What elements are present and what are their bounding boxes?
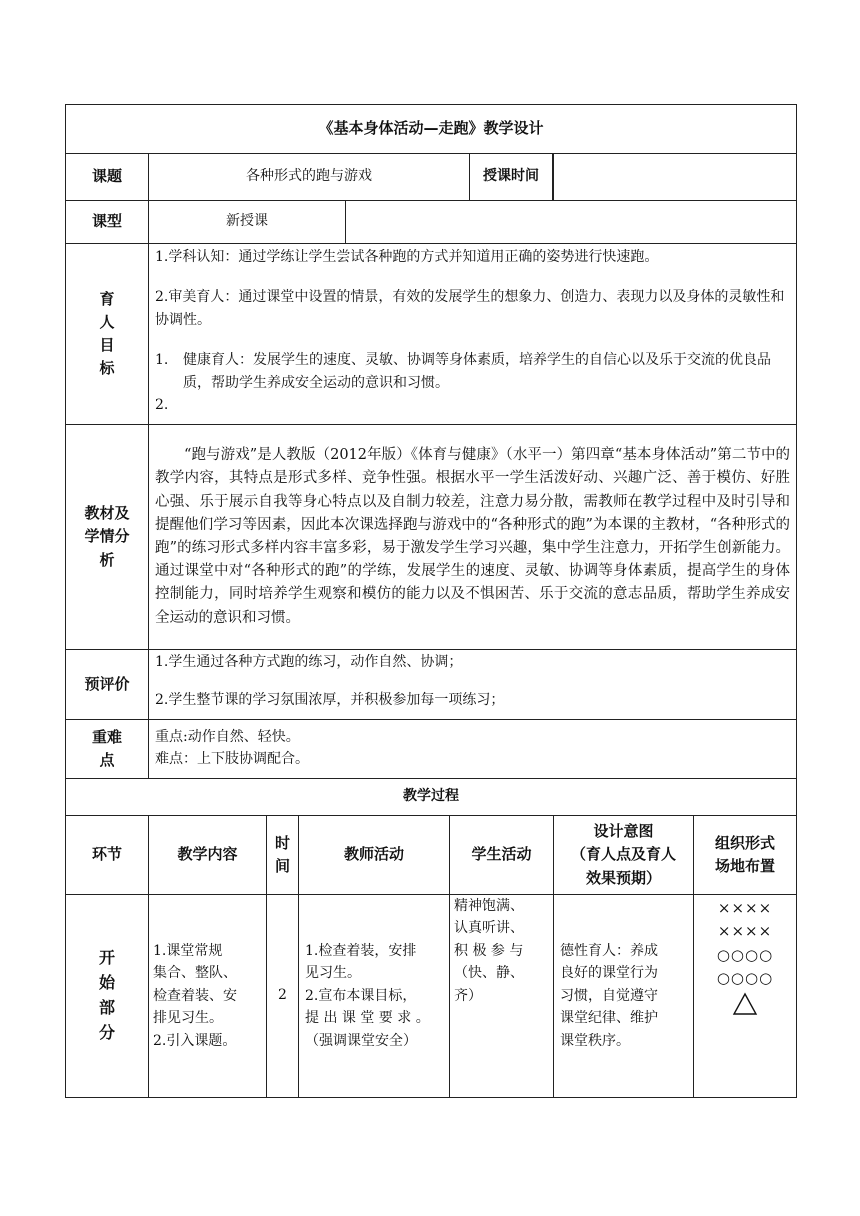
goal-item: 2. [155,396,169,413]
evaluation-item: 2.学生整节课的学习氛围浓厚，并积极参加每一项练习； [155,691,505,708]
evaluation-label: 预评价 [66,650,149,720]
formation-row: ×××× [717,922,773,941]
goal-item: 1. 健康育人：发展学生的速度、灵敏、协调等身体素质，培养学生的自信心以及乐于交流的优良品质，帮助学生养成安全运动的意识和习惯。 [155,352,771,391]
analysis-text: “跑与游戏”是人教版（2012年版）《体育与健康》（水平一）第四章“基本身体活动”第二节中的教学内容，其特点是形式多样、竞争性强。根据水平一学生活泼好动、兴趣广泛、善于模仿、好胜心强、乐于展示自我等身心特点以及自制力较差，注意力易分散，需教师在教学过程中及时引导和提醒他们学习等因素，因此本次课选择跑与游戏中的“各种形式的跑”为本课的主教材，“各种形式的跑”的练习形式多样内容丰富多彩，易于激发学生学习兴趣，集中学生注意力，开拓学生创新能力。通过课堂中对“各种形式的跑”的学练，发展学生的速度、灵敏、协调等身体素质，提高学生的身体控制能力，同时培养学生观察和模仿的能力以及不惧困苦、乐于交流的意志品质，帮助学生养成安全运动的意识和习惯。 [149,425,797,650]
content-cell: 1.课堂常规 集合、整队、 检查着装、安 排见习生。 2.引入课题。 [149,895,267,1098]
col-stage: 环节 [66,816,149,895]
formation-row: ○○○○ [716,968,774,987]
goal-item: 2.审美育人：通过课堂中设置的情景，有效的发展学生的想象力、创造力、表现力以及身体的灵敏性和协调性。 [155,289,785,328]
time-label: 授课时间 [470,154,553,200]
col-content: 教学内容 [149,816,267,895]
teacher-cell: 1.检查着装，安排 见习生。 2.宣布本课目标， 提 出 课 堂 要 求 。 （强调课堂安全） [299,895,450,1098]
analysis-label: 教材及 学情分 析 [66,425,149,650]
process-heading: 教学过程 [66,779,797,816]
goal-item: 1.学科认知：通过学练让学生尝试各种跑的方式并知道用正确的姿势进行快速跑。 [155,249,659,265]
stage-start: 开 始 部 分 [66,895,149,1098]
time-value [554,154,797,201]
intent-cell: 德性育人：养成 良好的课堂行为 习惯，自觉遵守 课堂纪律、维护 课堂秩序。 [554,895,694,1098]
time-cell: 2 [267,895,299,1098]
key-point-item: 难点：上下肢协调配合。 [155,751,309,767]
triangle-icon [732,992,758,1016]
goals-content [149,244,797,425]
evaluation-content [149,650,797,720]
key-points-content [149,720,797,779]
col-time: 时 间 [267,816,299,895]
col-intent: 设计意图 （育人点及育人 效果预期） [554,816,694,895]
formation-row: ×××× [717,899,773,917]
topic-value: 各种形式的跑与游戏 [149,154,470,200]
evaluation-item: 1.学生通过各种方式跑的练习，动作自然、协调； [155,654,463,670]
topic-label: 课题 [66,154,149,201]
goals-label: 育 人 目 标 [66,244,149,425]
lesson-plan-table [65,104,797,1098]
col-student: 学生活动 [450,816,554,895]
col-teacher: 教师活动 [299,816,450,895]
key-point-item: 重点:动作自然、轻快。 [155,729,300,746]
student-cell: 精神饱满、 认真听讲、 积 极 参 与 （快、静、 齐） [450,895,554,1098]
lesson-type-label: 课型 [66,201,149,244]
key-points-label: 重难 点 [66,720,149,779]
formation-row: ○○○○ [716,945,774,964]
lesson-type-value: 新授课 [149,201,346,243]
formation-cell [694,895,797,1098]
table-row [66,895,797,1098]
col-organization: 组织形式 场地布置 [694,816,797,895]
document-title: 《基本身体活动—走跑》教学设计 [66,105,797,154]
